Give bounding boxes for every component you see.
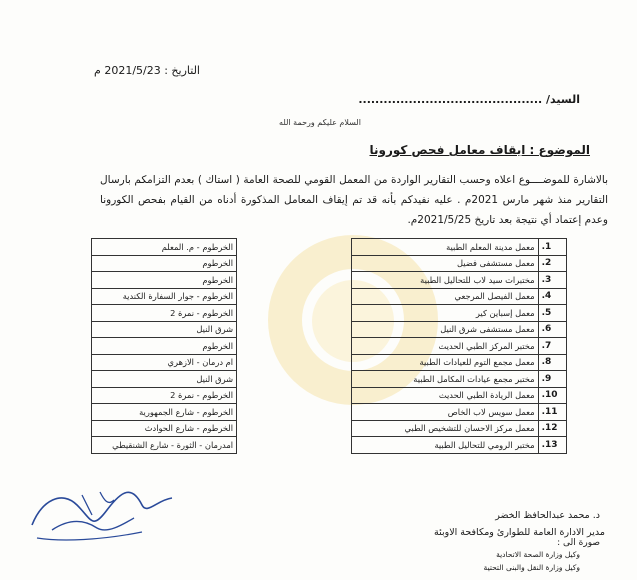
table-row [92,404,567,421]
table-row [92,387,567,404]
table-spacer [237,321,352,338]
lab-name: مختبر الرومي للتحاليل الطبية [352,437,539,454]
lab-location: الخرطوم - م. المعلم [92,239,237,256]
table-spacer [237,305,352,322]
table-spacer [237,371,352,388]
lab-number: 4. [538,288,566,305]
table-spacer [237,420,352,437]
table-row [92,321,567,338]
lab-number: 10. [538,387,566,404]
lab-number: 8. [538,354,566,371]
copy-recipient: وكيل وزارة النقل والبنى التحتية [483,563,580,572]
recipient-line: السيد/ ............................................ [358,93,580,106]
table-spacer [237,387,352,404]
subject-line: الموضوع : ايقاف معامل فحص كورونا [369,143,590,157]
table-spacer [237,437,352,454]
lab-number: 13. [538,437,566,454]
lab-location: شرق النيل [92,371,237,388]
lab-location: شرق النيل [92,321,237,338]
table-spacer [237,239,352,256]
table-row [92,305,567,322]
lab-location: الخرطوم - شارع الجمهورية [92,404,237,421]
lab-location: امدرمان - الثورة - شارع الشنقيطي [92,437,237,454]
lab-location: الخرطوم [92,338,237,355]
lab-name: معمل الريادة الطبي الحديث [352,387,539,404]
table-row [92,420,567,437]
copy-recipient: وكيل وزارة الصحة الاتحادية [496,550,580,559]
table-row [92,371,567,388]
lab-location: الخرطوم - نمرة 2 [92,387,237,404]
handwritten-signature [22,470,192,550]
letter-body: بالاشارة للموضــــوع اعلاه وحسب التقارير الواردة من المعمل القومي للصحة العامة ( استاك ) بعدم التزامكم بارسال التقارير منذ شهر مارس 2021م . عليه نفيدكم بأنه قد تم إيقاف المعامل المذكورة أدناه من القيام بفحص الكورونا وعدم إعتماد أي نتيجة بعد تاريخ 2021/5/25م. [100,174,608,226]
signatory-name: د. محمد عبدالحافظ الخضر [495,510,600,521]
table-row [92,437,567,454]
table-row [92,272,567,289]
lab-number: 2. [538,255,566,272]
table-spacer [237,354,352,371]
lab-number: 1. [538,239,566,256]
lab-location: الخرطوم [92,272,237,289]
greeting: السلام عليكم ورحمة الله [279,118,361,127]
lab-number: 3. [538,272,566,289]
lab-location: ام درمان - الازهري [92,354,237,371]
table-spacer [237,272,352,289]
table-spacer [237,404,352,421]
labs-table [91,238,567,454]
table-spacer [237,255,352,272]
table-spacer [237,338,352,355]
lab-name: معمل سويس لاب الخاص [352,404,539,421]
lab-name: مختبرات سيد لاب للتحاليل الطبية [352,272,539,289]
lab-name: معمل مجمع التوم للعيادات الطبية [352,354,539,371]
lab-name: معمل الفيصل المرجعي [352,288,539,305]
lab-name: معمل مركز الاحسان للتشخيص الطبي [352,420,539,437]
lab-name: معمل مدينة المعلم الطبية [352,239,539,256]
lab-location: الخرطوم [92,255,237,272]
table-row [92,288,567,305]
lab-name: معمل مستشفى فضيل [352,255,539,272]
lab-number: 9. [538,371,566,388]
letter-date: التاريخ : 2021/5/23 م [94,64,200,77]
lab-location: الخرطوم - جوار السفارة الكندية [92,288,237,305]
table-row [92,338,567,355]
lab-number: 11. [538,404,566,421]
lab-name: معمل إسباين كير [352,305,539,322]
lab-name: مختبر مجمع عيادات المكامل الطبية [352,371,539,388]
lab-location: الخرطوم - نمرة 2 [92,305,237,322]
lab-location: الخرطوم - شارع الحوادث [92,420,237,437]
lab-number: 7. [538,338,566,355]
table-spacer [237,288,352,305]
table-row [92,255,567,272]
lab-name: معمل مستشفى شرق النيل [352,321,539,338]
table-row [92,239,567,256]
lab-name: مختبر المركز الطبي الحديث [352,338,539,355]
signatory-title: مدير الادارة العامة للطوارئ ومكافحة الاوبئة [434,527,605,538]
lab-number: 5. [538,305,566,322]
table-row [92,354,567,371]
lab-number: 12. [538,420,566,437]
lab-number: 6. [538,321,566,338]
copies-label: صورة الى : [557,538,600,548]
